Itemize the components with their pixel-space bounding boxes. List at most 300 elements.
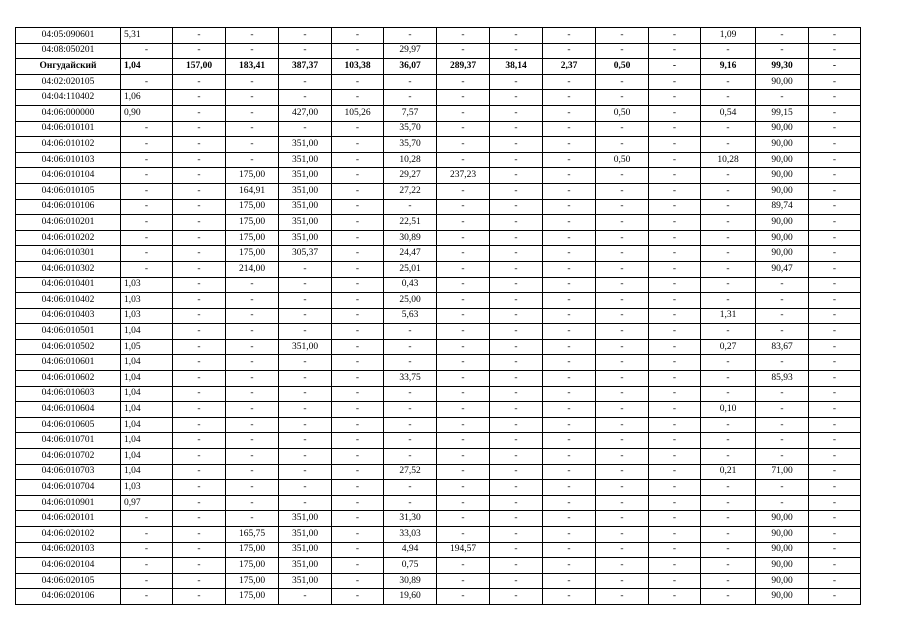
table-cell: - xyxy=(809,183,861,199)
table-row xyxy=(16,433,861,449)
table-cell: - xyxy=(437,417,490,433)
table-cell: - xyxy=(596,230,649,246)
table-cell: 175,00 xyxy=(226,215,279,231)
table-cell: - xyxy=(701,261,756,277)
table-cell: 0,50 xyxy=(596,105,649,121)
table-cell: - xyxy=(279,433,332,449)
table-cell: - xyxy=(809,215,861,231)
table-cell: - xyxy=(756,90,809,106)
table-row xyxy=(16,43,861,59)
table-cell: - xyxy=(173,105,226,121)
table-cell: - xyxy=(701,480,756,496)
table-cell: - xyxy=(173,293,226,309)
table-cell: 90,00 xyxy=(756,168,809,184)
row-code-cell: 04:06:020105 xyxy=(16,573,121,589)
table-cell: - xyxy=(490,74,543,90)
table-cell: - xyxy=(279,121,332,137)
table-row xyxy=(16,168,861,184)
table-cell: - xyxy=(756,495,809,511)
table-cell: - xyxy=(173,215,226,231)
table-cell: - xyxy=(649,464,701,480)
table-cell: 1,09 xyxy=(701,28,756,44)
table-row xyxy=(16,355,861,371)
table-cell: - xyxy=(332,371,384,387)
table-cell: - xyxy=(596,308,649,324)
table-row xyxy=(16,105,861,121)
table-cell: - xyxy=(437,339,490,355)
table-cell: - xyxy=(809,386,861,402)
table-cell: 1,03 xyxy=(121,293,173,309)
table-cell: - xyxy=(332,308,384,324)
table-cell: - xyxy=(121,215,173,231)
table-cell: 90,47 xyxy=(756,261,809,277)
table-cell: - xyxy=(332,355,384,371)
table-cell: - xyxy=(596,558,649,574)
table-cell: - xyxy=(701,542,756,558)
table-cell: - xyxy=(437,246,490,262)
table-cell: - xyxy=(596,199,649,215)
table-cell: - xyxy=(173,433,226,449)
table-cell: - xyxy=(543,43,596,59)
table-cell: - xyxy=(543,215,596,231)
table-cell: - xyxy=(809,464,861,480)
table-cell: 1,04 xyxy=(121,59,173,75)
table-cell: - xyxy=(121,511,173,527)
table-cell: - xyxy=(279,277,332,293)
table-row xyxy=(16,215,861,231)
table-cell: 1,06 xyxy=(121,90,173,106)
table-cell: - xyxy=(173,371,226,387)
row-code-cell: 04:06:010202 xyxy=(16,230,121,246)
table-cell: 351,00 xyxy=(279,573,332,589)
table-row xyxy=(16,402,861,418)
table-cell: 0,43 xyxy=(384,277,437,293)
table-cell: - xyxy=(384,199,437,215)
table-cell: - xyxy=(809,324,861,340)
table-cell: - xyxy=(809,589,861,605)
table-cell: - xyxy=(437,558,490,574)
table-cell: - xyxy=(173,308,226,324)
table-cell: - xyxy=(809,137,861,153)
table-cell: - xyxy=(649,246,701,262)
table-cell: - xyxy=(490,215,543,231)
table-cell: - xyxy=(279,308,332,324)
table-cell: - xyxy=(809,168,861,184)
table-cell: - xyxy=(490,277,543,293)
table-cell: - xyxy=(332,495,384,511)
table-cell: - xyxy=(490,355,543,371)
table-cell: 175,00 xyxy=(226,246,279,262)
table-cell: - xyxy=(596,371,649,387)
table-cell: - xyxy=(809,433,861,449)
table-cell: - xyxy=(649,121,701,137)
table-cell: - xyxy=(226,74,279,90)
table-cell: - xyxy=(543,339,596,355)
table-cell: 2,37 xyxy=(543,59,596,75)
table-cell: - xyxy=(701,168,756,184)
table-cell: - xyxy=(437,183,490,199)
table-cell: 90,00 xyxy=(756,542,809,558)
table-cell: - xyxy=(226,480,279,496)
row-code-cell: 04:06:010402 xyxy=(16,293,121,309)
table-cell: - xyxy=(279,402,332,418)
table-cell: 1,04 xyxy=(121,402,173,418)
table-cell: - xyxy=(173,417,226,433)
table-cell: - xyxy=(332,293,384,309)
table-cell: - xyxy=(543,417,596,433)
row-code-cell: 04:06:020103 xyxy=(16,542,121,558)
table-row xyxy=(16,230,861,246)
row-code-cell: 04:06:020102 xyxy=(16,527,121,543)
row-code-cell: 04:08:050201 xyxy=(16,43,121,59)
table-cell: - xyxy=(173,152,226,168)
table-row xyxy=(16,573,861,589)
table-cell: - xyxy=(543,527,596,543)
table-cell: - xyxy=(701,511,756,527)
table-cell: 194,57 xyxy=(437,542,490,558)
table-cell: - xyxy=(332,542,384,558)
table-cell: 19,60 xyxy=(384,589,437,605)
table-cell: - xyxy=(596,74,649,90)
row-code-cell: 04:06:010501 xyxy=(16,324,121,340)
table-cell: - xyxy=(226,511,279,527)
table-cell: - xyxy=(226,402,279,418)
table-cell: - xyxy=(701,199,756,215)
table-cell: 25,00 xyxy=(384,293,437,309)
table-cell: - xyxy=(649,293,701,309)
table-cell: - xyxy=(809,277,861,293)
table-cell: 351,00 xyxy=(279,137,332,153)
table-cell: - xyxy=(437,402,490,418)
table-cell: - xyxy=(490,480,543,496)
table-cell: - xyxy=(701,417,756,433)
table-cell: 10,28 xyxy=(701,152,756,168)
table-row xyxy=(16,121,861,137)
table-cell: 351,00 xyxy=(279,542,332,558)
table-cell: - xyxy=(649,386,701,402)
row-code-cell: 04:06:010901 xyxy=(16,495,121,511)
table-cell: - xyxy=(121,183,173,199)
row-code-cell: 04:06:010604 xyxy=(16,402,121,418)
table-cell: 0,90 xyxy=(121,105,173,121)
table-cell: - xyxy=(809,43,861,59)
table-row xyxy=(16,589,861,605)
table-cell: - xyxy=(332,277,384,293)
table-cell: - xyxy=(226,433,279,449)
table-cell: - xyxy=(490,90,543,106)
table-cell: 175,00 xyxy=(226,542,279,558)
table-row xyxy=(16,277,861,293)
table-cell: - xyxy=(543,371,596,387)
table-cell: - xyxy=(173,121,226,137)
table-cell: - xyxy=(596,339,649,355)
table-cell: 90,00 xyxy=(756,246,809,262)
table-cell: - xyxy=(121,542,173,558)
table-cell: - xyxy=(332,324,384,340)
table-cell: - xyxy=(649,402,701,418)
table-cell: - xyxy=(437,464,490,480)
table-cell: - xyxy=(437,480,490,496)
table-cell: - xyxy=(543,183,596,199)
table-cell: - xyxy=(384,495,437,511)
row-code-cell: 04:06:010702 xyxy=(16,449,121,465)
table-cell: - xyxy=(279,28,332,44)
table-cell: - xyxy=(596,495,649,511)
table-cell: - xyxy=(332,28,384,44)
table-cell: - xyxy=(226,277,279,293)
table-cell: 24,47 xyxy=(384,246,437,262)
table-cell: 427,00 xyxy=(279,105,332,121)
table-cell: 1,04 xyxy=(121,355,173,371)
table-cell: - xyxy=(173,558,226,574)
table-cell: 90,00 xyxy=(756,137,809,153)
table-cell: - xyxy=(809,293,861,309)
table-cell: - xyxy=(543,230,596,246)
table-cell: 175,00 xyxy=(226,573,279,589)
table-cell: - xyxy=(173,355,226,371)
table-cell: - xyxy=(543,90,596,106)
table-cell: 90,00 xyxy=(756,121,809,137)
table-cell: 90,00 xyxy=(756,74,809,90)
table-cell: 33,75 xyxy=(384,371,437,387)
table-cell: - xyxy=(490,433,543,449)
table-cell: - xyxy=(173,402,226,418)
table-cell: - xyxy=(596,589,649,605)
table-cell: - xyxy=(121,573,173,589)
table-cell: - xyxy=(121,589,173,605)
table-cell: - xyxy=(701,495,756,511)
table-cell: - xyxy=(490,105,543,121)
table-cell: - xyxy=(490,168,543,184)
table-cell: - xyxy=(701,527,756,543)
table-cell: - xyxy=(701,43,756,59)
row-code-cell: 04:06:010101 xyxy=(16,121,121,137)
table-cell: - xyxy=(701,137,756,153)
table-cell: 351,00 xyxy=(279,558,332,574)
table-cell: - xyxy=(279,371,332,387)
table-cell: - xyxy=(121,74,173,90)
table-cell: - xyxy=(437,495,490,511)
table-cell: 351,00 xyxy=(279,152,332,168)
table-cell: - xyxy=(226,90,279,106)
table-cell: - xyxy=(384,28,437,44)
row-code-cell: 04:06:010601 xyxy=(16,355,121,371)
table-cell: - xyxy=(332,464,384,480)
table-cell: 90,00 xyxy=(756,558,809,574)
table-cell: - xyxy=(437,449,490,465)
table-cell: 1,04 xyxy=(121,433,173,449)
table-cell: 38,14 xyxy=(490,59,543,75)
table-cell: - xyxy=(490,558,543,574)
row-code-cell: 04:06:010502 xyxy=(16,339,121,355)
table-cell: 90,00 xyxy=(756,183,809,199)
table-cell: 0,27 xyxy=(701,339,756,355)
table-cell: - xyxy=(490,137,543,153)
table-cell: - xyxy=(543,293,596,309)
table-cell: 29,97 xyxy=(384,43,437,59)
row-code-cell: 04:06:010301 xyxy=(16,246,121,262)
table-cell: - xyxy=(384,480,437,496)
table-cell: - xyxy=(173,90,226,106)
table-cell: - xyxy=(649,43,701,59)
table-cell: - xyxy=(756,293,809,309)
table-cell: 1,04 xyxy=(121,386,173,402)
row-code-cell: 04:06:020104 xyxy=(16,558,121,574)
table-cell: - xyxy=(596,433,649,449)
table-cell: - xyxy=(121,121,173,137)
table-cell: - xyxy=(649,277,701,293)
table-cell: - xyxy=(596,449,649,465)
table-cell: - xyxy=(226,308,279,324)
table-cell: 0,50 xyxy=(596,152,649,168)
table-cell: - xyxy=(490,121,543,137)
table-cell: - xyxy=(809,511,861,527)
table-cell: - xyxy=(173,230,226,246)
table-cell: - xyxy=(649,90,701,106)
table-cell: 175,00 xyxy=(226,199,279,215)
table-row xyxy=(16,339,861,355)
table-cell: - xyxy=(173,324,226,340)
table-cell: 90,00 xyxy=(756,573,809,589)
table-cell: 175,00 xyxy=(226,230,279,246)
table-cell: - xyxy=(596,355,649,371)
table-cell: - xyxy=(332,246,384,262)
table-cell: 71,00 xyxy=(756,464,809,480)
table-cell: - xyxy=(543,386,596,402)
table-cell: - xyxy=(332,449,384,465)
table-cell: 183,41 xyxy=(226,59,279,75)
table-cell: - xyxy=(384,74,437,90)
table-cell: 175,00 xyxy=(226,558,279,574)
table-cell: 305,37 xyxy=(279,246,332,262)
table-cell: - xyxy=(173,28,226,44)
table-cell: - xyxy=(490,261,543,277)
table-cell: - xyxy=(543,542,596,558)
table-cell: - xyxy=(809,90,861,106)
table-cell: - xyxy=(543,105,596,121)
table-cell: - xyxy=(809,339,861,355)
table-cell: 0,54 xyxy=(701,105,756,121)
table-cell: - xyxy=(596,293,649,309)
table-row xyxy=(16,308,861,324)
table-cell: - xyxy=(332,386,384,402)
table-row xyxy=(16,183,861,199)
table-cell: - xyxy=(490,183,543,199)
table-cell: - xyxy=(809,246,861,262)
table-cell: - xyxy=(226,121,279,137)
table-cell: - xyxy=(226,417,279,433)
table-cell: - xyxy=(490,542,543,558)
table-cell: - xyxy=(437,324,490,340)
table-cell: - xyxy=(756,402,809,418)
table-cell: 237,23 xyxy=(437,168,490,184)
table-cell: - xyxy=(543,480,596,496)
table-cell: - xyxy=(701,355,756,371)
table-cell: - xyxy=(543,495,596,511)
table-row xyxy=(16,152,861,168)
table-cell: 0,97 xyxy=(121,495,173,511)
table-cell: - xyxy=(649,137,701,153)
table-cell: - xyxy=(490,199,543,215)
table-cell: 25,01 xyxy=(384,261,437,277)
table-cell: - xyxy=(437,74,490,90)
row-code-cell: 04:06:010603 xyxy=(16,386,121,402)
table-cell: 90,00 xyxy=(756,152,809,168)
table-cell: 1,05 xyxy=(121,339,173,355)
table-cell: 90,00 xyxy=(756,527,809,543)
table-cell: - xyxy=(596,511,649,527)
table-cell: - xyxy=(596,402,649,418)
table-cell: - xyxy=(809,308,861,324)
table-cell: 99,30 xyxy=(756,59,809,75)
table-cell: - xyxy=(809,558,861,574)
row-code-cell: 04:05:090601 xyxy=(16,28,121,44)
row-code-cell: 04:06:010105 xyxy=(16,183,121,199)
table-cell: - xyxy=(173,74,226,90)
table-cell: - xyxy=(332,152,384,168)
table-cell: - xyxy=(756,43,809,59)
table-cell: - xyxy=(490,230,543,246)
table-cell: 90,00 xyxy=(756,511,809,527)
table-cell: - xyxy=(279,74,332,90)
table-cell: - xyxy=(701,90,756,106)
table-cell: - xyxy=(756,355,809,371)
table-cell: - xyxy=(332,230,384,246)
row-code-cell: 04:06:010103 xyxy=(16,152,121,168)
table-cell: - xyxy=(649,495,701,511)
row-code-cell: 04:06:010605 xyxy=(16,417,121,433)
row-code-cell: 04:06:010703 xyxy=(16,464,121,480)
table-cell: - xyxy=(332,573,384,589)
table-cell: 1,04 xyxy=(121,417,173,433)
table-cell: 1,04 xyxy=(121,371,173,387)
table-cell: - xyxy=(543,433,596,449)
row-code-cell: 04:06:020101 xyxy=(16,511,121,527)
table-cell: - xyxy=(596,28,649,44)
table-cell: - xyxy=(173,511,226,527)
table-row xyxy=(16,199,861,215)
table-cell: - xyxy=(490,293,543,309)
table-cell: - xyxy=(543,199,596,215)
table-row xyxy=(16,527,861,543)
row-code-cell: 04:06:010602 xyxy=(16,371,121,387)
table-cell: - xyxy=(226,495,279,511)
table-cell: - xyxy=(701,246,756,262)
table-row xyxy=(16,74,861,90)
table-cell: - xyxy=(809,527,861,543)
table-cell: - xyxy=(596,324,649,340)
table-cell: 1,03 xyxy=(121,480,173,496)
table-cell: - xyxy=(490,495,543,511)
table-cell: 27,52 xyxy=(384,464,437,480)
table-cell: - xyxy=(437,277,490,293)
table-cell: 105,26 xyxy=(332,105,384,121)
table-cell: - xyxy=(173,464,226,480)
table-cell: 31,30 xyxy=(384,511,437,527)
table-cell: - xyxy=(226,386,279,402)
table-cell: - xyxy=(649,215,701,231)
table-cell: - xyxy=(543,402,596,418)
table-cell: 30,89 xyxy=(384,573,437,589)
table-cell: - xyxy=(279,464,332,480)
table-cell: 351,00 xyxy=(279,511,332,527)
table-cell: - xyxy=(173,168,226,184)
table-cell: - xyxy=(332,589,384,605)
table-cell: - xyxy=(332,480,384,496)
table-cell: 351,00 xyxy=(279,215,332,231)
table-cell: - xyxy=(490,43,543,59)
table-cell: - xyxy=(490,246,543,262)
